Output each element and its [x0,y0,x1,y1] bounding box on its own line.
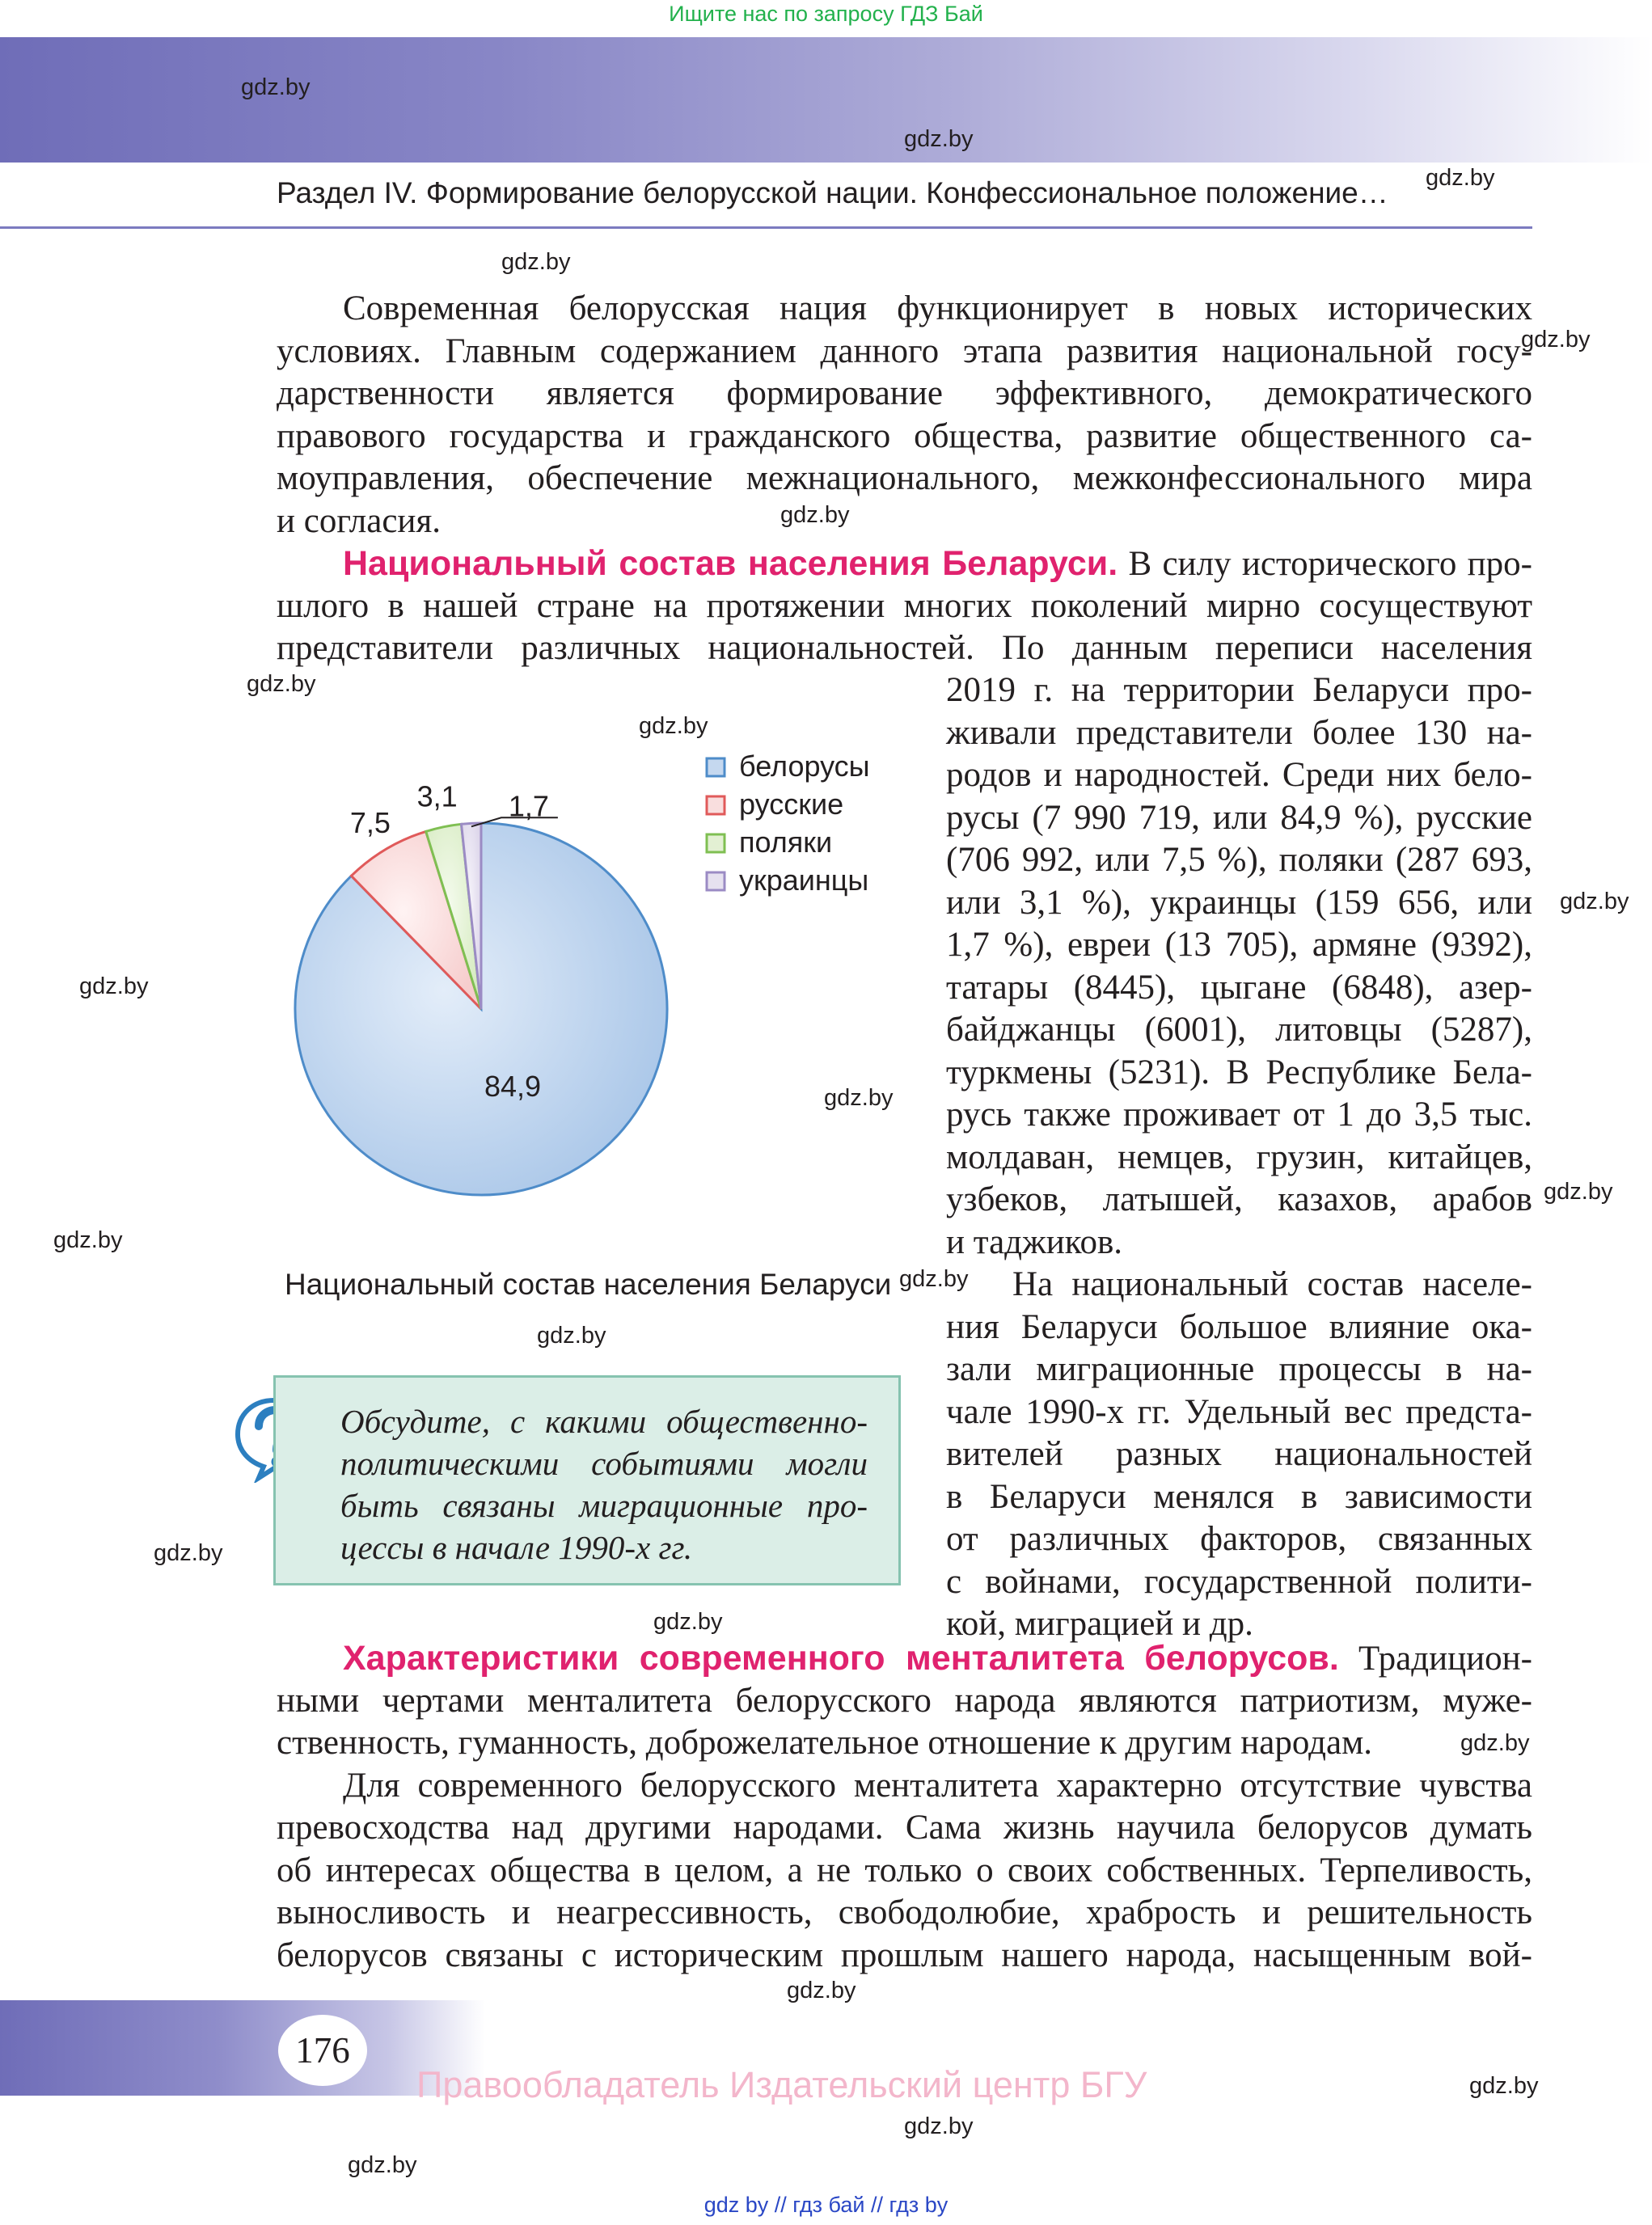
discussion-question-box [273,1375,901,1585]
legend-swatch-0 [707,758,725,776]
watermark: gdz.by [247,671,316,697]
pie-label-0: 84,9 [484,1069,542,1103]
watermark: gdz.by [780,502,850,528]
legend-label-2: поляки [739,825,833,859]
watermark: gdz.by [899,1266,969,1292]
pie-chart-svg [267,744,930,1229]
watermark: gdz.by [1521,327,1591,353]
legend-swatch-3 [707,872,725,890]
pie-label-2: 3,1 [416,779,458,813]
watermark: gdz.by [1460,1730,1530,1756]
watermark: gdz.by [904,2113,974,2139]
watermark: gdz.by [79,973,149,999]
watermark: gdz.by [348,2152,417,2178]
watermark: gdz.by [241,74,311,100]
census-paragraph: 2019 г. на территории Беларуси про- живали представители более 130 на- родов и народностей. Среди них бело- русы (7 990 719, или 84,9 %), русские (706 992, или 7,5 %), поляки (287 693, или 3,1 %), украинцы (159 656, или 1,7 %), евреи (13 705), армяне (9392), татары (8445), цыгане (6848), азер- байджанцы (6001), литовцы (5287), туркмены (5231). В Республике Бела- русь также проживает от 1 до 3,5 тыс. молдаван, немцев, грузин, китайцев, узбеков, латышей, казахов, арабов и таджиков. [946,671,1532,1261]
section-national-composition: Национальный состав населения Беларуси. В силу исторического про- шлого в нашей стране на протяжении многих поколений мирно сосуществуют представители различных национальностей. По данным переписи населения [277,544,1532,667]
page-number: 176 [278,2015,367,2086]
watermark: gdz.by [824,1085,894,1111]
watermark: gdz.by [904,126,974,152]
watermark: gdz.by [537,1323,606,1349]
pie-label-3: 1,7 [508,789,549,823]
section-heading: Национальный состав населения Беларуси. [343,544,1118,583]
chart-caption: Национальный состав населения Беларуси [285,1268,892,1301]
intro-paragraph: Современная белорусская нация функционирует в новых исторических условиях. Главным содержанием данного этапа развития национальной госу- дарственности является формирование эффективного, демократического правового государства и гражданского общества, развитие общественного са- моуправления, обеспечение межнационального, межконфессионального мира и согласия. [277,289,1532,540]
bottom-links[interactable]: gdz by // гдз бай // гдз by [703,2193,949,2217]
migration-paragraph: На национальный состав населе- ния Беларуси большое влияние ока- зали миграционные процессы в на- чале 1990-х гг. Удельный вес предста- вителей разных национальностей в Беларуси менялся в зависимости от различных факторов, связанных с войнами, государственной полити- кой, миграцией и др. [946,1265,1532,1643]
watermark: gdz.by [639,713,708,739]
legend-label-0: белорусы [739,749,870,783]
watermark: gdz.by [787,1978,856,2003]
legend-swatch-2 [707,834,725,852]
watermark: gdz.by [653,1609,723,1635]
copyright-notice: Правообладатель Издательский центр БГУ [416,2064,1147,2105]
watermark: gdz.by [501,249,571,275]
pie-chart [267,744,930,1229]
footer-band [0,2000,485,2096]
running-head: Раздел IV. Формирование белорусской нации. Конфессиональное положение… [277,176,1388,209]
watermark: gdz.by [1560,889,1629,914]
search-hint: Ищите нас по запросу ГДЗ Бай [669,2,983,26]
legend-swatch-1 [707,796,725,814]
watermark: gdz.by [154,1540,223,1566]
legend-label-3: украинцы [739,863,869,897]
watermark: gdz.by [1544,1179,1613,1205]
discussion-question: Обсудите, с какими общественно- политическими событиями могли быть связаны миграционные про- цессы в начале 1990-х гг. [340,1403,868,1566]
pie-label-1: 7,5 [349,805,391,839]
watermark: gdz.by [53,1227,123,1253]
watermark: gdz.by [1469,2073,1539,2099]
section-mentality: Характеристики современного менталитета белорусов. Традицион- ными чертами менталитета белорусского народа являются патриотизм, муже- ственность, гуманность, доброжелательное отношение к другим народам. Для современного белорусского менталитета характерно отсутствие чувства превосходства над другими народами. Сама жизнь научила белорусов думать об интересах общества в целом, а не только о своих собственных. Терпеливость, выносливость и неагрессивность, свободолюбие, храбрость и решительность белорусов связаны с историческим прошлым нашего народа, насыщенным вой- [277,1639,1532,1974]
section-heading: Характеристики современного менталитета белорусов. [343,1639,1339,1678]
watermark: gdz.by [1426,165,1495,191]
header-rule [0,226,1532,229]
legend-label-1: русские [739,787,844,821]
